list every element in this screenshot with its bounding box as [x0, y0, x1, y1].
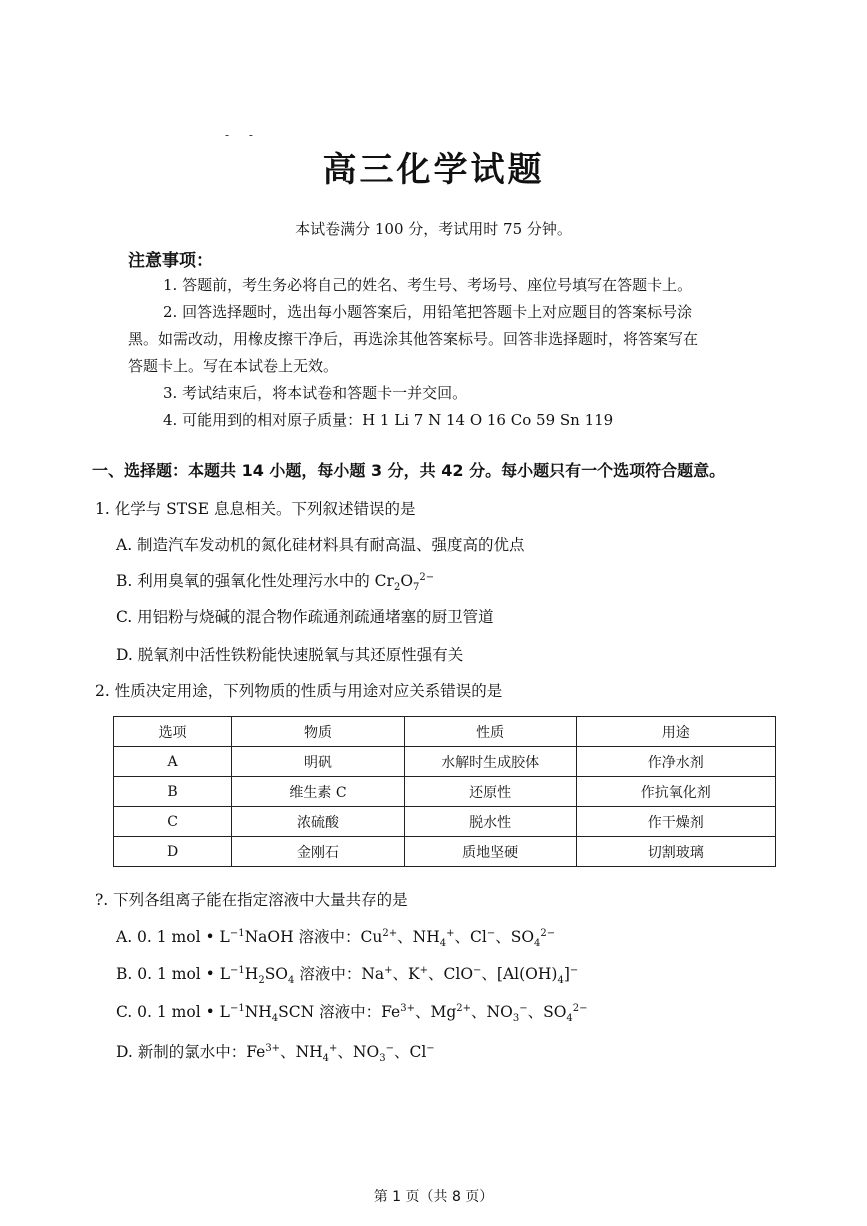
q2-table	[113, 716, 776, 867]
table-cell: B	[114, 777, 232, 807]
q1-option-d: D. 脱氧剂中活性铁粉能快速脱氧与其还原性强有关	[116, 646, 464, 664]
exam-info: 本试卷满分 100 分，考试用时 75 分钟。	[295, 220, 572, 238]
stray-mark: - -	[225, 128, 261, 142]
notice-heading: 注意事项：	[128, 251, 213, 271]
notice-item: 4. 可能用到的相对原子质量：H 1 Li 7 N 14 O 16 Co 59 Sn 119	[163, 411, 614, 429]
q3-option-d: D. 新制的氯水中：$Fe^{3+}$、$NH_4^+$、$NO_3^-$、Cl−	[116, 1042, 435, 1065]
table-cell: 作干燥剂	[576, 807, 775, 837]
table-cell: 明矾	[232, 747, 405, 777]
table-header: 选项	[114, 717, 232, 747]
table-header: 用途	[576, 717, 775, 747]
table-row	[114, 777, 776, 807]
table-cell: 还原性	[404, 777, 576, 807]
page-title: 高三化学试题	[322, 150, 545, 190]
table-cell: 质地坚硬	[404, 837, 576, 867]
table-cell: 切割玻璃	[576, 837, 775, 867]
page-number: 第 1 页（共 8 页）	[373, 1189, 494, 1205]
table-cell: 脱水性	[404, 807, 576, 837]
notice-item: 3. 考试结束后，将本试卷和答题卡一并交回。	[163, 384, 468, 402]
q1-option-c: C. 用铝粉与烧碱的混合物作疏通剂疏通堵塞的厨卫管道	[116, 608, 494, 626]
table-cell: 作净水剂	[576, 747, 775, 777]
q1-option-b: B. 利用臭氧的强氧化性处理污水中的 $Cr_2O_7^{2-}$	[116, 571, 435, 594]
notice-list	[128, 272, 768, 434]
table-row	[114, 807, 776, 837]
table-cell: C	[114, 807, 232, 837]
q1-option-a: A. 制造汽车发动机的氮化硅材料具有耐高温、强度高的优点	[116, 536, 525, 554]
notice-item: 2. 回答选择题时，选出每小题答案后，用铅笔把答题卡上对应题目的答案标号涂	[163, 303, 693, 321]
question-2-stem: 2. 性质决定用途，下列物质的性质与用途对应关系错误的是	[95, 682, 503, 700]
table-cell: 水解时生成胶体	[404, 747, 576, 777]
table-cell: D	[114, 837, 232, 867]
table-row	[114, 747, 776, 777]
table-cell: 金刚石	[232, 837, 405, 867]
section-heading: 一、选择题：本题共 14 小题，每小题 3 分，共 42 分。每小题只有一个选项符合题意。	[92, 461, 726, 480]
notice-item: 答题卡上。写在本试卷上无效。	[128, 357, 339, 375]
table-row	[114, 837, 776, 867]
question-1-stem: 1. 化学与 STSE 息息相关。下列叙述错误的是	[95, 500, 416, 518]
table-header: 性质	[404, 717, 576, 747]
notice-item: 黑。如需改动，用橡皮擦干净后，再选涂其他答案标号。回答非选择题时，将答案写在	[128, 330, 699, 348]
q3-option-b: B. 0. 1 mol • $L^{-1}H_2SO_4$ 溶液中：Na+、K+、ClO−、$[Al(OH)_4]^-$	[116, 964, 579, 987]
table-cell: A	[114, 747, 232, 777]
table-header-row	[114, 717, 776, 747]
q3-option-c: C. 0. 1 mol • $L^{-1}NH_4SCN$ 溶液中：$Fe^{3+}$、$Mg^{2+}$、$NO_3^-$、$SO_4^{2-}$	[116, 1002, 588, 1025]
q3-option-a: A. 0. 1 mol • $L^{-1}NaOH$ 溶液中：$Cu^{2+}$、$NH_4^+$、Cl−、$SO_4^{2-}$	[116, 927, 556, 950]
table-cell: 维生素 C	[232, 777, 405, 807]
table-header: 物质	[232, 717, 405, 747]
question-3-stem: ?. 下列各组离子能在指定溶液中大量共存的是	[95, 891, 408, 909]
table-cell: 浓硫酸	[232, 807, 405, 837]
notice-item: 1. 答题前，考生务必将自己的姓名、考生号、考场号、座位号填写在答题卡上。	[163, 276, 693, 294]
table-cell: 作抗氧化剂	[576, 777, 775, 807]
